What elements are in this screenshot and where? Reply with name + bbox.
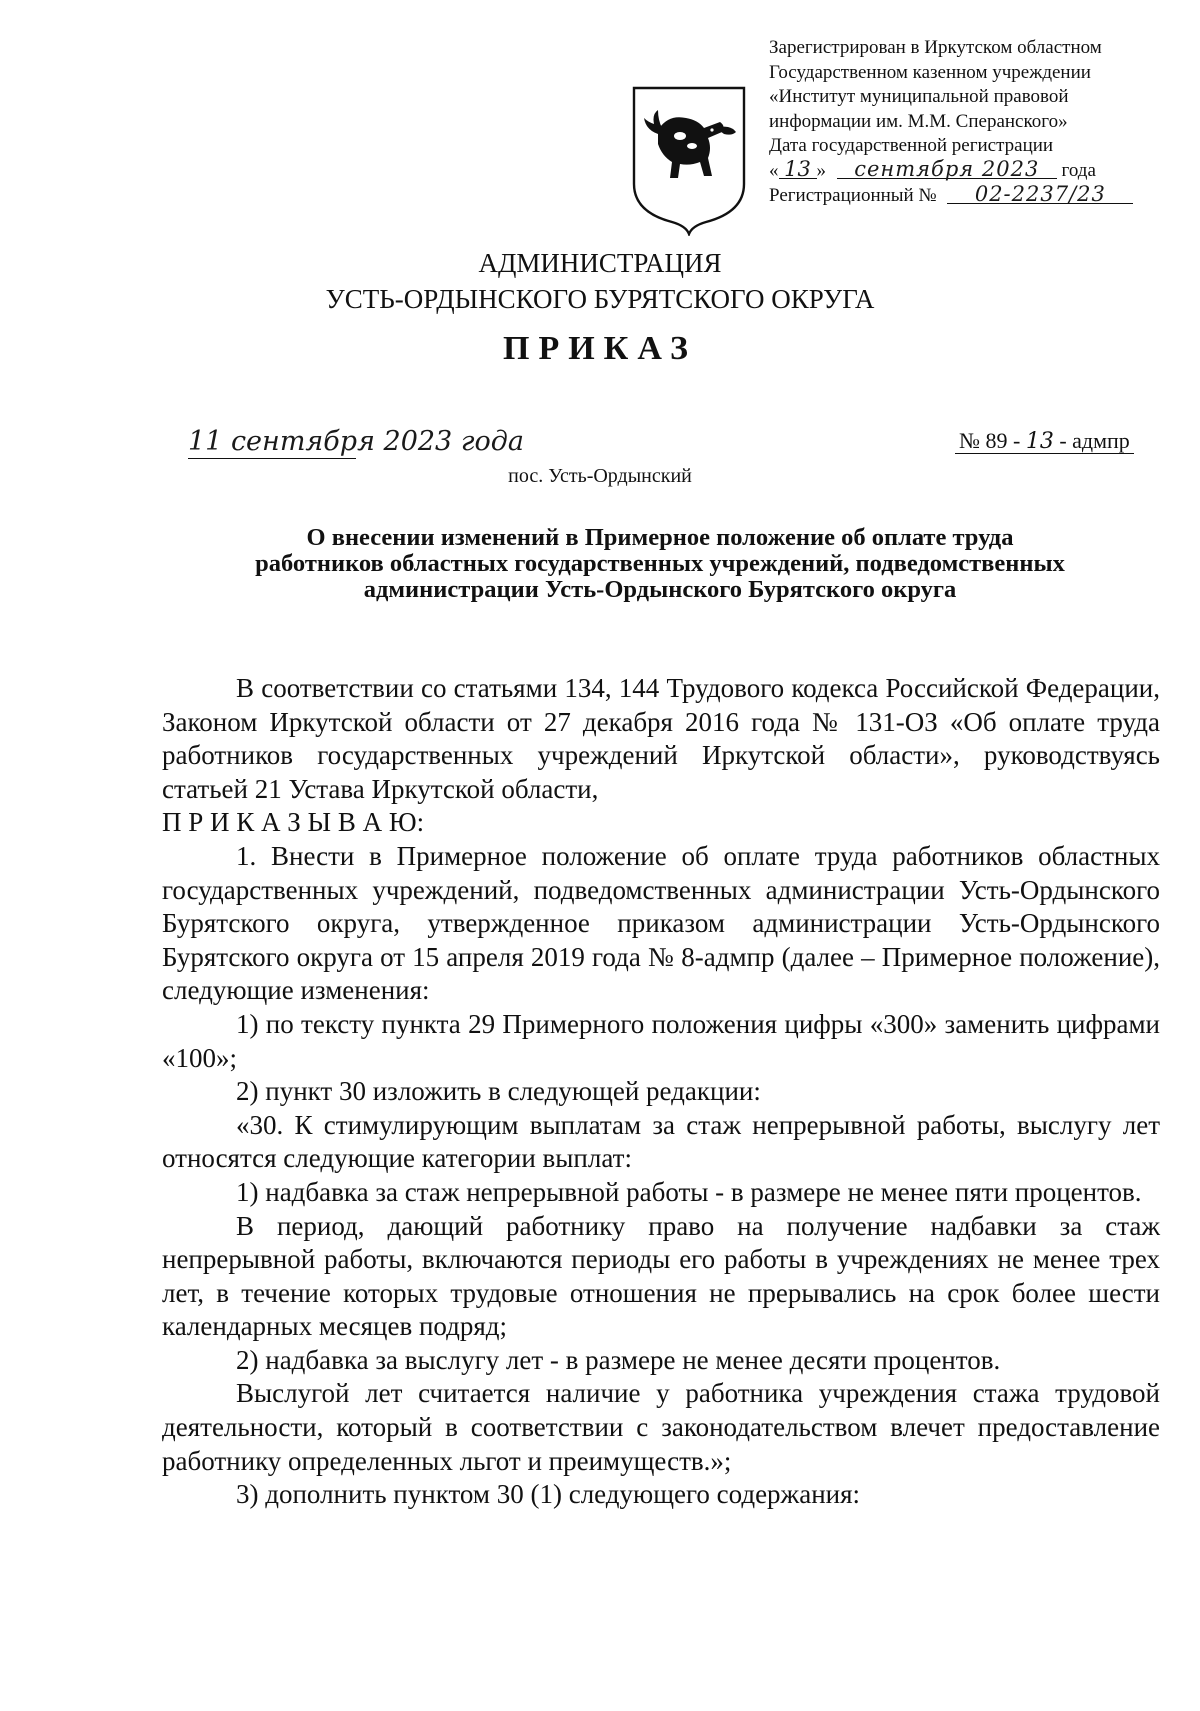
order-number-field — [955, 428, 1134, 454]
body-paragraph: 2) надбавка за выслугу лет - в размере не менее десяти процентов. — [236, 1344, 1001, 1375]
registration-line: информации им. М.М. Сперанского» — [769, 110, 1068, 132]
registration-number-handwritten: 02-2237/23 — [947, 185, 1133, 204]
subject-line: администрации Усть-Ордынского Бурятского округа — [363, 576, 957, 603]
registration-line: Дата государственной регистрации — [769, 135, 1054, 157]
registration-date-suffix: года — [1061, 159, 1096, 181]
order-number-handwritten: 13 — [1025, 429, 1054, 454]
registration-stamp — [769, 36, 1169, 208]
registration-month-year-handwritten: сентября 2023 — [837, 160, 1057, 179]
order-number — [955, 428, 1134, 454]
subject-line: О внесении изменений в Примерное положение об оплате труда — [306, 524, 1014, 551]
registration-line: Зарегистрирован в Иркутском областном — [769, 37, 1102, 58]
body-paragraph: 2) пункт 30 изложить в следующей редакции: — [236, 1076, 761, 1107]
registration-number — [769, 181, 1169, 209]
subject-line: работников областных государственных учреждений, подведомственных — [255, 550, 1065, 577]
registration-line: «Институт муниципальной правовой — [769, 86, 1069, 108]
body-paragraph: 3) дополнить пунктом 30 (1) следующего содержания: — [236, 1479, 861, 1510]
body-paragraph: В период, дающий работнику право на получение надбавки за стаж непрерывной работы, включаются периоды его работы в учреждениях не менее трех лет, в течение которых трудовые отношения не прерывались на срок более шести календарных месяцев подряд; — [162, 1210, 1160, 1342]
registration-date — [769, 156, 1169, 184]
order-number-value: 89 - — [985, 428, 1021, 453]
order-command: П Р И К А З Ы В А Ю: — [162, 807, 425, 838]
date-close-quote: » — [816, 159, 826, 181]
order-body — [162, 672, 1160, 1512]
registration-line: Государственном казенном учреждении — [769, 61, 1091, 83]
registration-number-label: Регистрационный № — [769, 184, 937, 206]
org-title-line2: УСТЬ-ОРДЫНСКОГО БУРЯТСКОГО ОКРУГА — [325, 284, 875, 314]
place-of-issue: пос. Усть-Ордынский — [508, 465, 692, 487]
order-subject — [160, 525, 1160, 603]
body-paragraph: «30. К стимулирующим выплатам за стаж непрерывной работы, выслугу лет относятся следующие категории выплат: — [162, 1109, 1160, 1174]
document-type-title: ПРИКАЗ — [503, 330, 697, 367]
order-number-suffix: - адмпр — [1059, 428, 1130, 453]
order-date-underline — [188, 458, 356, 459]
order-date-handwritten: 11 сентября 2023 года — [188, 426, 524, 457]
body-paragraph: 1. Внести в Примерное положение об оплате труда работников областных государственных учреждений, подведомственных администрации Усть-Ордынского Бурятского округа, утвержденное приказом администрации Усть-Ордынского Бурятского округа от 15 апреля 2019 года № 8-адмпр (далее – Примерное положение), следующие изменения: — [162, 840, 1160, 1006]
date-open-quote: « — [769, 159, 779, 181]
body-paragraph: 1) по тексту пункта 29 Примерного положения цифры «300» заменить цифрами «100»; — [162, 1008, 1160, 1073]
order-number-prefix: № — [959, 428, 980, 453]
org-title-line1: АДМИНИСТРАЦИЯ — [478, 248, 722, 278]
body-paragraph: Выслугой лет считается наличие у работника учреждения стажа трудовой деятельности, который в соответствии с законодательством влечет предоставление работнику определенных льгот и преимуществ.»; — [162, 1378, 1160, 1476]
coat-of-arms-emblem — [628, 84, 750, 236]
registration-day-handwritten: 13 — [779, 160, 817, 179]
body-paragraph: В соответствии со статьями 134, 144 Трудового кодекса Российской Федерации, Законом Иркутской области от 27 декабря 2016 года № 131-ОЗ «Об оплате труда работников государственных учреждений Иркутской области», руководствуясь статьей 21 Устава Иркутской области, — [162, 673, 1160, 804]
body-paragraph: 1) надбавка за стаж непрерывной работы - в размере не менее пяти процентов. — [236, 1176, 1142, 1207]
